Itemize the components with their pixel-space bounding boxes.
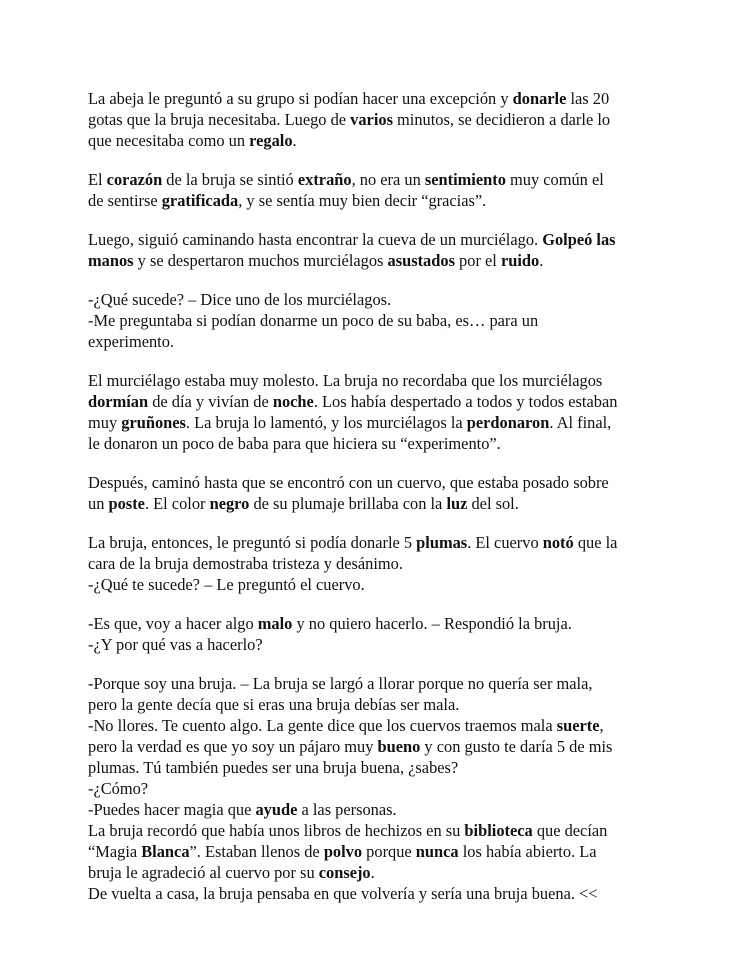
text-run: “Magia xyxy=(88,842,142,861)
text-line xyxy=(88,130,668,151)
text-run: muy xyxy=(88,413,122,432)
text-line xyxy=(88,757,668,778)
text-run: -Puedes hacer magia que xyxy=(88,800,256,819)
bold-word: asustados xyxy=(387,251,455,270)
text-run: , xyxy=(599,716,604,735)
paragraph xyxy=(88,289,668,352)
text-line xyxy=(88,736,668,757)
text-run: La bruja, entonces, le preguntó si podía donarle 5 xyxy=(88,533,417,552)
text-line xyxy=(88,331,668,352)
text-line xyxy=(88,109,668,130)
text-run: que necesitaba como un xyxy=(88,131,250,150)
text-line xyxy=(88,391,668,412)
text-run: . xyxy=(539,251,544,270)
text-run: gotas que la bruja necesitaba. Luego de xyxy=(88,110,351,129)
bold-word: consejo xyxy=(318,863,371,882)
paragraph xyxy=(88,370,668,454)
text-run: -Es que, voy a hacer algo xyxy=(88,614,258,633)
paragraph xyxy=(88,229,668,271)
text-line xyxy=(88,289,668,310)
text-line xyxy=(88,883,668,904)
text-run: y se despertaron muchos murciélagos xyxy=(133,251,388,270)
text-line xyxy=(88,841,668,862)
text-run: . La bruja lo lamentó, y los murciélagos la xyxy=(185,413,467,432)
text-line xyxy=(88,310,668,331)
text-run: De vuelta a casa, la bruja pensaba en que volvería y sería una bruja buena. << xyxy=(88,884,598,903)
text-run: -¿Cómo? xyxy=(88,779,149,798)
text-line xyxy=(88,250,668,271)
bold-word: suerte xyxy=(556,716,600,735)
bold-word: corazón xyxy=(106,170,163,189)
text-run: -Porque soy una bruja. – La bruja se largó a llorar porque no quería ser mala, xyxy=(88,674,593,693)
text-run: las 20 xyxy=(566,89,610,108)
bold-word: luz xyxy=(446,494,468,513)
bold-word: nunca xyxy=(415,842,459,861)
text-run: minutos, se decidieron a darle lo xyxy=(392,110,611,129)
paragraph xyxy=(88,532,668,595)
text-run: . xyxy=(370,863,375,882)
text-run: y con gusto te daría 5 de mis xyxy=(420,737,613,756)
text-run: Luego, siguió caminando hasta encontrar la cueva de un murciélago. xyxy=(88,230,543,249)
text-line xyxy=(88,820,668,841)
text-run: . Al final, xyxy=(549,413,612,432)
text-run: . xyxy=(292,131,297,150)
text-run: de su plumaje brillaba con la xyxy=(249,494,447,513)
bold-word: ruido xyxy=(500,251,540,270)
text-run: . El color xyxy=(144,494,210,513)
bold-word: noche xyxy=(272,392,314,411)
text-run: -¿Y por qué vas a hacerlo? xyxy=(88,635,263,654)
text-run: experimento. xyxy=(88,332,175,351)
bold-word: polvo xyxy=(323,842,363,861)
paragraph xyxy=(88,673,668,904)
paragraph xyxy=(88,472,668,514)
text-line xyxy=(88,229,668,250)
bold-word: donarle xyxy=(512,89,567,108)
text-line xyxy=(88,673,668,694)
bold-word: bueno xyxy=(377,737,421,756)
text-run: que decían xyxy=(532,821,608,840)
text-line xyxy=(88,613,668,634)
text-run: ”. Estaban llenos de xyxy=(189,842,324,861)
text-run: de la bruja se sintió xyxy=(162,170,298,189)
text-run: por el xyxy=(454,251,501,270)
bold-word: dormían xyxy=(88,392,149,411)
text-run: un xyxy=(88,494,109,513)
bold-word: Golpeó las xyxy=(542,230,616,249)
text-run: del sol. xyxy=(467,494,519,513)
text-run: le donaron un poco de baba para que hiciera su “experimento”. xyxy=(88,434,501,453)
story-text xyxy=(88,88,668,904)
text-run: pero la gente decía que si eras una bruja debías ser mala. xyxy=(88,695,460,714)
text-line xyxy=(88,634,668,655)
text-run: -¿Qué sucede? – Dice uno de los murciélagos. xyxy=(88,290,392,309)
text-line xyxy=(88,433,668,454)
text-line xyxy=(88,169,668,190)
bold-word: negro xyxy=(209,494,250,513)
text-run: de día y vivían de xyxy=(148,392,273,411)
bold-word: poste xyxy=(108,494,145,513)
text-run: de sentirse xyxy=(88,191,162,210)
text-run: El xyxy=(88,170,107,189)
text-line xyxy=(88,715,668,736)
bold-word: perdonaron xyxy=(466,413,550,432)
text-line xyxy=(88,862,668,883)
text-run: que la xyxy=(573,533,618,552)
text-run: . Los había despertado a todos y todos estaban xyxy=(313,392,618,411)
bold-word: gruñones xyxy=(121,413,186,432)
paragraph xyxy=(88,613,668,655)
text-line xyxy=(88,553,668,574)
text-run: los había abierto. La xyxy=(458,842,597,861)
bold-word: Blanca xyxy=(141,842,190,861)
text-run: porque xyxy=(362,842,416,861)
text-run: y no quiero hacerlo. – Respondió la bruja. xyxy=(292,614,572,633)
text-line xyxy=(88,799,668,820)
text-line xyxy=(88,88,668,109)
text-line xyxy=(88,370,668,391)
text-run: La abeja le preguntó a su grupo si podían hacer una excepción y xyxy=(88,89,513,108)
text-line xyxy=(88,778,668,799)
paragraph xyxy=(88,169,668,211)
text-line xyxy=(88,694,668,715)
bold-word: malo xyxy=(257,614,293,633)
text-run: -¿Qué te sucede? – Le preguntó el cuervo. xyxy=(88,575,365,594)
text-line xyxy=(88,472,668,493)
text-run: -No llores. Te cuento algo. La gente dice que los cuervos traemos mala xyxy=(88,716,557,735)
bold-word: plumas xyxy=(416,533,468,552)
text-run: . El cuervo xyxy=(467,533,543,552)
text-run: , no era un xyxy=(351,170,425,189)
bold-word: varios xyxy=(350,110,393,129)
bold-word: gratificada xyxy=(161,191,239,210)
text-line xyxy=(88,412,668,433)
bold-word: manos xyxy=(88,251,134,270)
text-line xyxy=(88,532,668,553)
text-run: pero la verdad es que yo soy un pájaro muy xyxy=(88,737,378,756)
bold-word: ayude xyxy=(255,800,298,819)
text-run: La bruja recordó que había unos libros de hechizos en su xyxy=(88,821,465,840)
text-run: -Me preguntaba si podían donarme un poco de su baba, es… para un xyxy=(88,311,539,330)
text-run: Después, caminó hasta que se encontró con un cuervo, que estaba posado sobre xyxy=(88,473,609,492)
bold-word: biblioteca xyxy=(464,821,533,840)
text-run: El murciélago estaba muy molesto. La bruja no recordaba que los murciélagos xyxy=(88,371,603,390)
text-run: muy común el xyxy=(505,170,604,189)
bold-word: sentimiento xyxy=(424,170,506,189)
text-line xyxy=(88,190,668,211)
text-run: plumas. Tú también puedes ser una bruja buena, ¿sabes? xyxy=(88,758,459,777)
text-run: cara de la bruja demostraba tristeza y desánimo. xyxy=(88,554,403,573)
bold-word: notó xyxy=(542,533,574,552)
paragraph xyxy=(88,88,668,151)
text-run: , y se sentía muy bien decir “gracias”. xyxy=(238,191,487,210)
bold-word: regalo xyxy=(249,131,293,150)
text-line xyxy=(88,574,668,595)
text-run: bruja le agradeció al cuervo por su xyxy=(88,863,319,882)
bold-word: extraño xyxy=(297,170,352,189)
text-line xyxy=(88,493,668,514)
text-run: a las personas. xyxy=(297,800,397,819)
